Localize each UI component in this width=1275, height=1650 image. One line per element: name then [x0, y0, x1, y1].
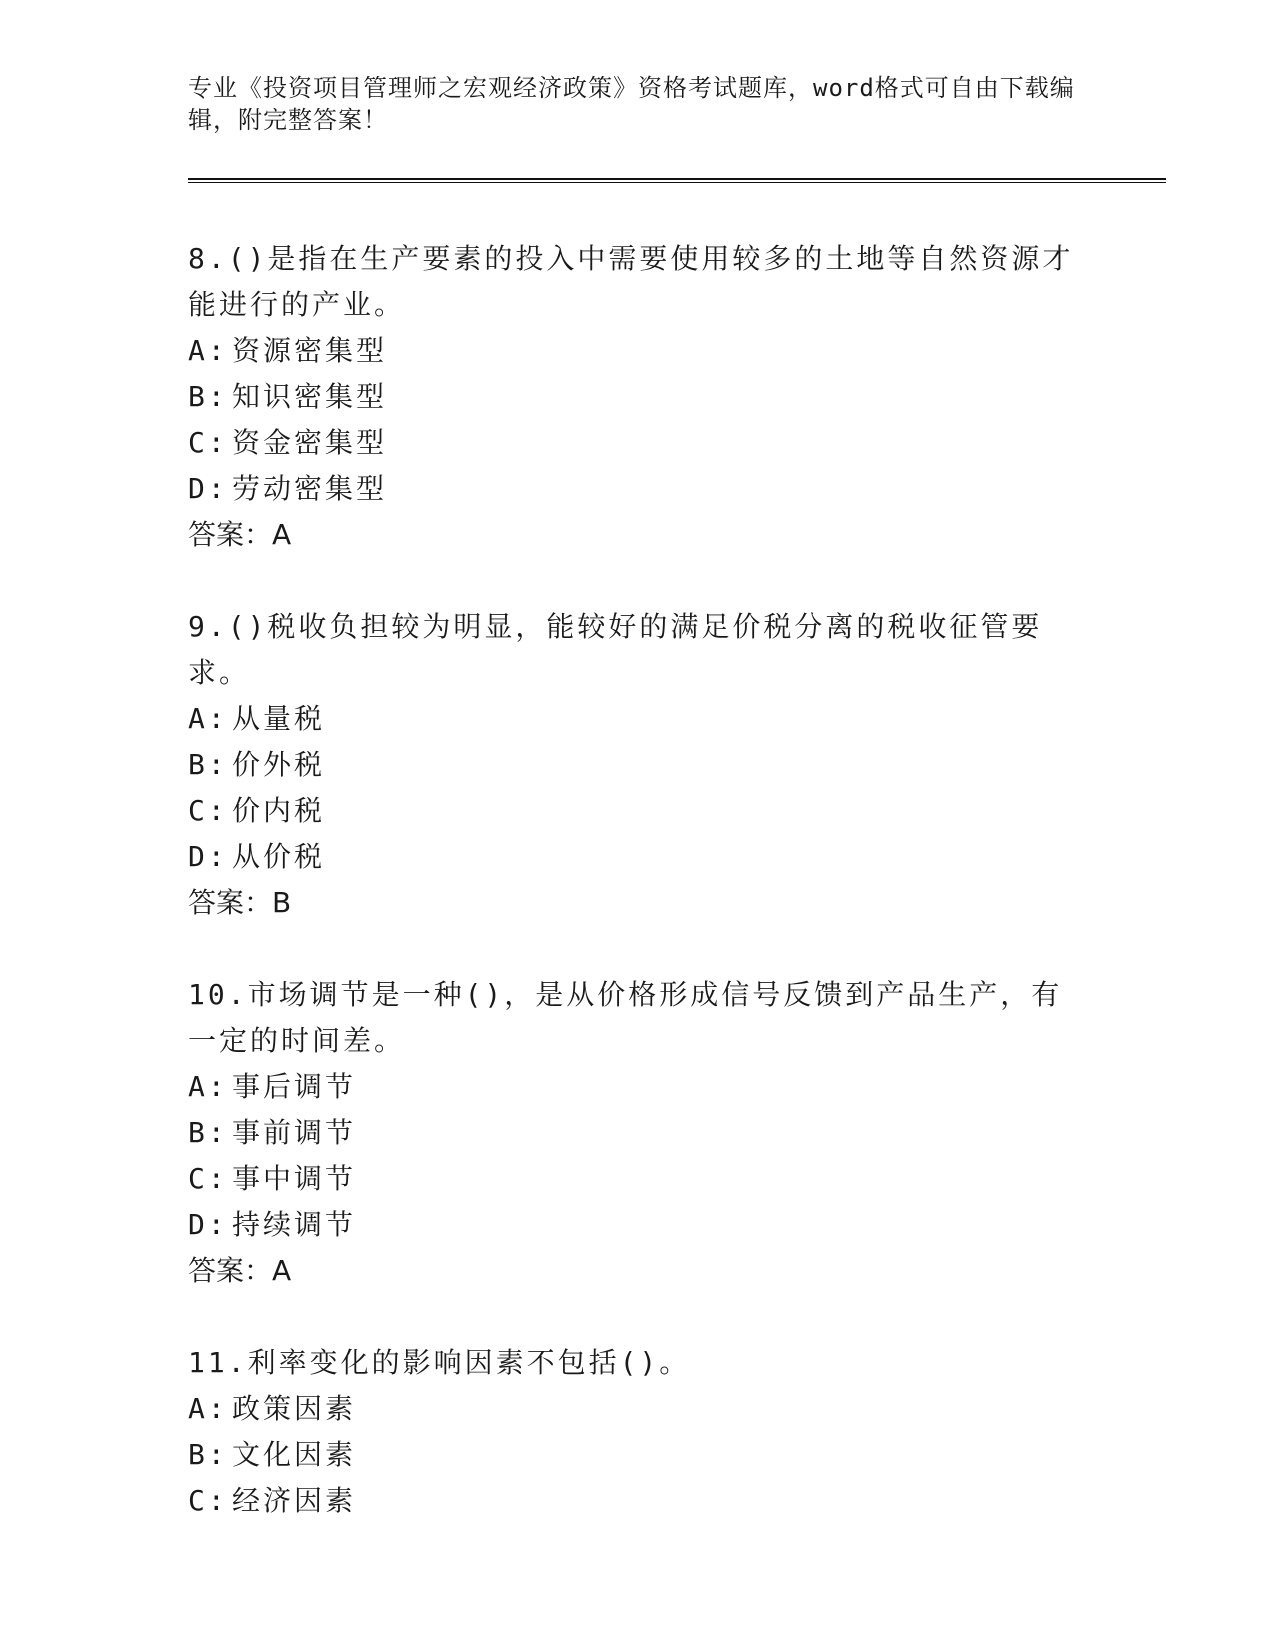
option-letter: D:	[188, 840, 228, 873]
option-a	[188, 696, 1088, 742]
question-10	[188, 972, 1088, 1294]
option-text: 经济因素	[232, 1484, 357, 1517]
option-letter: C:	[188, 1162, 228, 1195]
option-letter: B:	[188, 380, 228, 413]
option-letter: C:	[188, 1484, 228, 1517]
option-text: 政策因素	[232, 1392, 357, 1425]
option-text: 劳动密集型	[232, 472, 388, 505]
question-list	[188, 236, 1088, 1570]
option-a	[188, 1386, 1088, 1432]
option-letter: A:	[188, 1392, 228, 1425]
option-letter: D:	[188, 472, 228, 505]
option-letter: A:	[188, 702, 228, 735]
option-b	[188, 742, 1088, 788]
option-c	[188, 1478, 1088, 1524]
option-text: 事后调节	[232, 1070, 357, 1103]
answer-line: 答案：A	[188, 1254, 292, 1287]
option-text: 事前调节	[232, 1116, 357, 1149]
document-header: 专业《投资项目管理师之宏观经济政策》资格考试题库，word格式可自由下载编辑，附完整答案！	[188, 74, 1075, 134]
option-letter: B:	[188, 1116, 228, 1149]
option-c	[188, 420, 1088, 466]
answer-line: 答案：B	[188, 886, 292, 919]
question-stem: 8.()是指在生产要素的投入中需要使用较多的土地等自然资源才能进行的产业。	[188, 242, 1074, 321]
option-text: 从价税	[232, 840, 326, 873]
option-a	[188, 328, 1088, 374]
option-text: 文化因素	[232, 1438, 357, 1471]
option-d	[188, 834, 1088, 880]
option-text: 价外税	[232, 748, 326, 781]
option-letter: D:	[188, 1208, 228, 1241]
option-a	[188, 1064, 1088, 1110]
option-b	[188, 374, 1088, 420]
option-text: 资源密集型	[232, 334, 388, 367]
question-stem: 9.()税收负担较为明显，能较好的满足价税分离的税收征管要求。	[188, 610, 1043, 689]
option-text: 价内税	[232, 794, 326, 827]
question-9	[188, 604, 1088, 926]
option-c	[188, 1156, 1088, 1202]
option-letter: C:	[188, 426, 228, 459]
option-b	[188, 1110, 1088, 1156]
option-letter: C:	[188, 794, 228, 827]
option-letter: B:	[188, 1438, 228, 1471]
header-double-rule	[188, 178, 1166, 183]
option-letter: A:	[188, 1070, 228, 1103]
option-text: 事中调节	[232, 1162, 357, 1195]
option-d	[188, 466, 1088, 512]
option-c	[188, 788, 1088, 834]
question-8	[188, 236, 1088, 558]
question-stem: 11.利率变化的影响因素不包括()。	[188, 1346, 691, 1379]
option-letter: B:	[188, 748, 228, 781]
question-11	[188, 1340, 1088, 1524]
option-letter: A:	[188, 334, 228, 367]
option-text: 知识密集型	[232, 380, 388, 413]
answer-line: 答案：A	[188, 518, 292, 551]
option-text: 从量税	[232, 702, 326, 735]
option-d	[188, 1202, 1088, 1248]
question-stem: 10.市场调节是一种()，是从价格形成信号反馈到产品生产，有一定的时间差。	[188, 978, 1063, 1057]
option-b	[188, 1432, 1088, 1478]
option-text: 资金密集型	[232, 426, 388, 459]
option-text: 持续调节	[232, 1208, 357, 1241]
